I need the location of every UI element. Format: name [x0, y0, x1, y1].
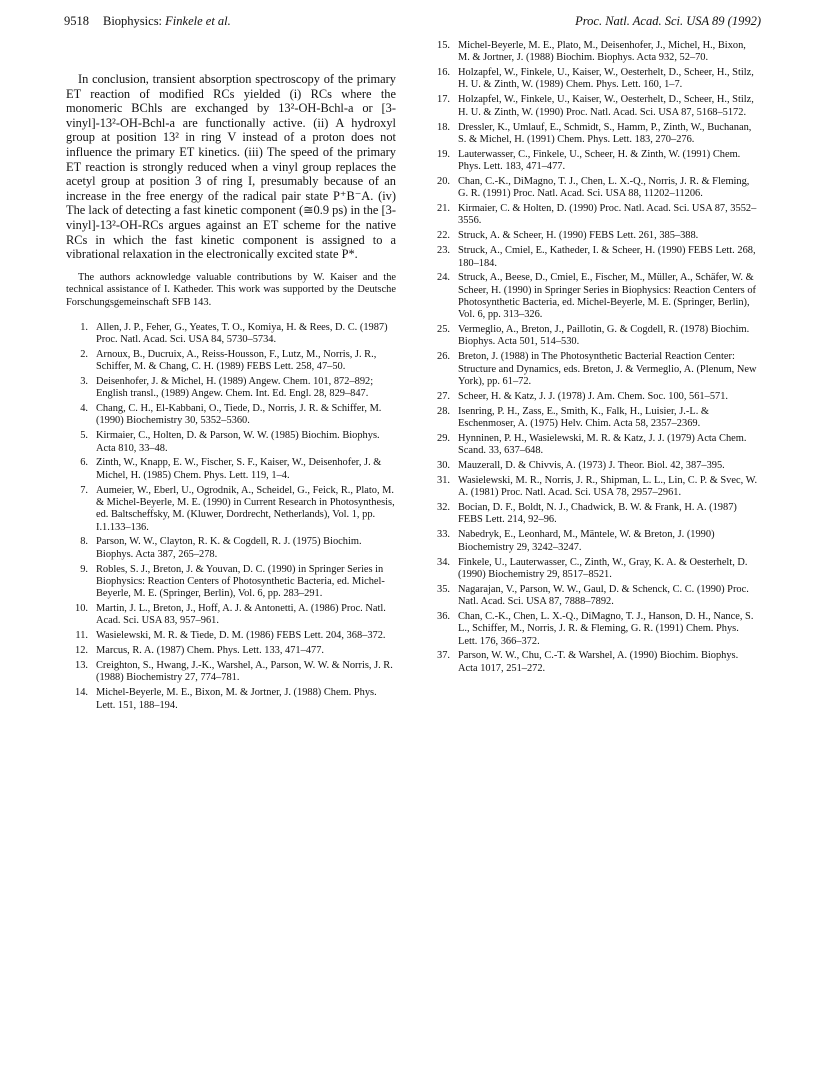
- reference-text: Vermeglio, A., Breton, J., Paillotin, G. & Cogdell, R. (1978) Biochim. Biophys. Acta 501, 514–530.: [458, 324, 750, 348]
- reference-item: [66, 603, 396, 628]
- reference-number: 9.: [80, 563, 88, 575]
- reference-text: Holzapfel, W., Finkele, U., Kaiser, W., Oesterhelt, D., Scheer, H., Stilz, H. U. & Zinth, W. (1990) Proc. Natl. Acad. Sci. USA 87, 5168–5172.: [458, 94, 754, 118]
- reference-item: [428, 176, 758, 201]
- reference-text: Aumeier, W., Eberl, U., Ogrodnik, A., Scheidel, G., Feick, R., Plato, M. & Michel-Beyerle, M. E. (1990) in Current Research in Photosynthesis, ed. Baltscheffsky, M. (Kluwer, Dordrecht, Netherlands), Vol. 1, pp. I.1.133–136.: [96, 484, 395, 533]
- reference-text: Wasielewski, M. R. & Tiede, D. M. (1986) FEBS Lett. 204, 368–372.: [96, 630, 386, 642]
- left-column: [66, 72, 396, 714]
- reference-number: 25.: [437, 324, 450, 336]
- reference-item: [428, 557, 758, 582]
- reference-item: [428, 149, 758, 174]
- reference-text: Breton, J. (1988) in The Photosynthetic Bacterial Reaction Center: Structure and Dynamics, eds. Breton, J. & Vermeglio, A. (Plenum, New York), pp. 61–72.: [458, 351, 757, 387]
- reference-number: 1.: [80, 321, 88, 333]
- reference-item: [66, 403, 396, 428]
- reference-number: 36.: [437, 610, 450, 622]
- reference-item: [428, 406, 758, 431]
- reference-number: 30.: [437, 460, 450, 472]
- reference-text: Robles, S. J., Breton, J. & Youvan, D. C. (1990) in Springer Series in Biophysics: Reaction Centers of Photosynthetic Bacteria, ed. Michel-Beyerle, M. E. (Springer, Berlin), Vol. 6, pp. 283–291.: [96, 563, 385, 600]
- page-number: 9518: [64, 14, 89, 28]
- reference-item: [428, 391, 758, 403]
- reference-item: [66, 485, 396, 534]
- reference-text: Kirmaier, C., Holten, D. & Parson, W. W. (1985) Biochim. Biophys. Acta 810, 33–48.: [96, 430, 380, 454]
- reference-item: [428, 611, 758, 648]
- reference-number: 18.: [437, 121, 450, 133]
- reference-text: Scheer, H. & Katz, J. J. (1978) J. Am. Chem. Soc. 100, 561–571.: [458, 390, 729, 402]
- reference-item: [428, 502, 758, 527]
- reference-number: 22.: [437, 230, 450, 242]
- reference-number: 8.: [80, 536, 88, 548]
- reference-text: Dressler, K., Umlauf, E., Schmidt, S., Hamm, P., Zinth, W., Buchanan, S. & Michel, H. (1991) Chem. Phys. Lett. 183, 270–276.: [458, 121, 752, 145]
- reference-number: 5.: [80, 430, 88, 442]
- reference-text: Nabedryk, E., Leonhard, M., Mäntele, W. & Breton, J. (1990) Biochemistry 29, 3242–3247.: [458, 529, 715, 553]
- page-header: [64, 14, 761, 32]
- reference-text: Allen, J. P., Feher, G., Yeates, T. O., Komiya, H. & Rees, D. C. (1987) Proc. Natl. Acad. Sci. USA 84, 5730–5734.: [96, 321, 388, 345]
- reference-number: 19.: [437, 148, 450, 160]
- reference-number: 17.: [437, 94, 450, 106]
- reference-item: [66, 687, 396, 712]
- reference-number: 29.: [437, 432, 450, 444]
- reference-text: Chan, C.-K., DiMagno, T. J., Chen, L. X.-Q., Norris, J. R. & Fleming, G. R. (1991) Proc. Natl. Acad. Sci. USA 88, 11202–11206.: [458, 175, 750, 200]
- reference-text: Struck, A., Cmiel, E., Katheder, I. & Scheer, H. (1990) FEBS Lett. 268, 180–184.: [458, 245, 756, 269]
- reference-number: 10.: [75, 603, 88, 615]
- reference-item: [428, 122, 758, 147]
- reference-item: [428, 324, 758, 349]
- reference-item: [66, 376, 396, 401]
- reference-number: 32.: [437, 502, 450, 514]
- reference-item: [428, 272, 758, 321]
- reference-number: 20.: [437, 175, 450, 187]
- reference-text: Parson, W. W., Chu, C.-T. & Warshel, A. (1990) Biochim. Biophys. Acta 1017, 251–272.: [458, 650, 739, 674]
- reference-text: Parson, W. W., Clayton, R. K. & Cogdell, R. J. (1975) Biochim. Biophys. Acta 387, 265–278.: [96, 536, 362, 560]
- reference-item: [428, 433, 758, 458]
- reference-item: [66, 322, 396, 347]
- reference-text: Struck, A. & Scheer, H. (1990) FEBS Lett. 261, 385–388.: [458, 230, 699, 242]
- reference-number: 31.: [437, 475, 450, 486]
- reference-text: Arnoux, B., Ducruix, A., Reiss-Housson, F., Lutz, M., Norris, J. R., Schiffer, M. & Chang, C. H. (1989) FEBS Lett. 258, 47–50.: [96, 348, 377, 372]
- reference-item: [66, 457, 396, 482]
- reference-text: Michel-Beyerle, M. E., Plato, M., Deisenhofer, J., Michel, H., Bixon, M. & Jortner, J. (1988) Biochim. Biophys. Acta 932, 52–70.: [458, 40, 746, 64]
- reference-number: 4.: [80, 403, 88, 415]
- reference-item: [428, 460, 758, 472]
- reference-number: 23.: [437, 245, 450, 257]
- running-head-left: [64, 14, 231, 29]
- reference-number: 16.: [437, 67, 450, 79]
- reference-number: 35.: [437, 583, 450, 595]
- reference-item: [428, 650, 758, 675]
- reference-number: 27.: [437, 390, 450, 402]
- reference-list-right: [428, 40, 758, 675]
- reference-text: Wasielewski, M. R., Norris, J. R., Shipman, L. L., Lin, C. P. & Svec, W. A. (1981) Proc. Natl. Acad. Sci. USA 78, 2957–2961.: [458, 475, 758, 499]
- reference-item: [428, 40, 758, 65]
- reference-text: Lauterwasser, C., Finkele, U., Scheer, H. & Zinth, W. (1991) Chem. Phys. Lett. 183, 471–477.: [458, 148, 741, 173]
- reference-text: Finkele, U., Lauterwasser, C., Zinth, W., Gray, K. A. & Oesterhelt, D. (1990) Biochemistry 29, 8517–8521.: [458, 556, 748, 580]
- reference-item: [66, 630, 396, 642]
- reference-text: Kirmaier, C. & Holten, D. (1990) Proc. Natl. Acad. Sci. USA 87, 3552–3556.: [458, 203, 757, 227]
- reference-item: [428, 67, 758, 92]
- conclusion-paragraph: In conclusion, transient absorption spectroscopy of the primary ET reaction of modified RCs yielded (i) RCs where the monomeric BChls are exchanged by 13²-OH-Bchl-a or [3-vinyl]-13²-OH-Bchl-a are functionally active. (ii) A hydroxyl group at position 13² in ring V instead of a proton does not influence the primary ET kinetics. (iii) The speed of the primary ET reaction is strongly reduced when a vinyl group replaces the acetyl group at position 3 of ring I, presumably because of an increase in the free energy of the radical pair state P⁺B⁻A. (iv) The lack of detecting a fast kinetic component (≅0.9 ps) in the [3-vinyl]-13²-OH-RCs argues against an ET scheme for the native RCs in which the fast kinetic component is assigned to a vibrational relaxation in the electronically excited state P*.: [66, 72, 396, 262]
- reference-item: [428, 475, 758, 500]
- reference-text: Hynninen, P. H., Wasielewski, M. R. & Katz, J. J. (1979) Acta Chem. Scand. 33, 637–648.: [458, 432, 747, 457]
- reference-item: [428, 245, 758, 270]
- right-column: [428, 40, 758, 678]
- reference-number: 24.: [437, 272, 450, 284]
- reference-number: 15.: [437, 40, 450, 51]
- reference-text: Mauzerall, D. & Chivvis, A. (1973) J. Theor. Biol. 42, 387–395.: [458, 460, 725, 472]
- reference-number: 12.: [75, 645, 88, 657]
- reference-text: Martin, J. L., Breton, J., Hoff, A. J. & Antonetti, A. (1986) Proc. Natl. Acad. Sci. USA 83, 957–961.: [96, 603, 386, 627]
- reference-number: 11.: [75, 630, 88, 642]
- reference-text: Nagarajan, V., Parson, W. W., Gaul, D. & Schenck, C. C. (1990) Proc. Natl. Acad. Sci. USA 87, 7888–7892.: [458, 583, 749, 608]
- reference-text: Isenring, P. H., Zass, E., Smith, K., Falk, H., Luisier, J.-L. & Eschenmoser, A. (1975) Helv. Chim. Acta 58, 2357–2369.: [458, 405, 709, 430]
- reference-number: 2.: [80, 348, 88, 360]
- section-label: Biophysics:: [103, 14, 166, 28]
- reference-text: Chan, C.-K., Chen, L. X.-Q., DiMagno, T. J., Hanson, D. H., Nance, S. L., Schiffer, M., Norris, J. R. & Fleming, G. R. (1991) Chem. Phys. Lett. 176, 366–372.: [458, 610, 754, 647]
- reference-item: [428, 351, 758, 388]
- journal-citation: Proc. Natl. Acad. Sci. USA 89 (1992): [575, 14, 761, 28]
- reference-item: [66, 645, 396, 657]
- reference-text: Creighton, S., Hwang, J.-K., Warshel, A., Parson, W. W. & Norris, J. R. (1988) Biochemistry 27, 774–781.: [96, 660, 393, 684]
- reference-number: 7.: [80, 484, 88, 496]
- reference-number: 6.: [80, 457, 88, 469]
- reference-number: 33.: [437, 529, 450, 541]
- reference-text: Zinth, W., Knapp, E. W., Fischer, S. F., Kaiser, W., Deisenhofer, J. & Michel, H. (1985) Chem. Phys. Lett. 119, 1–4.: [96, 457, 382, 481]
- reference-text: Michel-Beyerle, M. E., Bixon, M. & Jortner, J. (1988) Chem. Phys. Lett. 151, 188–194.: [96, 687, 377, 711]
- reference-item: [66, 660, 396, 685]
- reference-text: Bocian, D. F., Boldt, N. J., Chadwick, B. W. & Frank, H. A. (1987) FEBS Lett. 214, 92–96.: [458, 502, 737, 526]
- reference-number: 13.: [75, 660, 88, 672]
- running-authors: Finkele et al.: [165, 14, 231, 28]
- reference-number: 34.: [437, 556, 450, 568]
- reference-item: [66, 349, 396, 374]
- reference-text: Marcus, R. A. (1987) Chem. Phys. Lett. 133, 471–477.: [96, 645, 325, 657]
- reference-item: [428, 584, 758, 609]
- reference-number: 21.: [437, 203, 450, 215]
- reference-list-left: [66, 322, 396, 712]
- acknowledgment-paragraph: The authors acknowledge valuable contributions by W. Kaiser and the technical assistance of I. Katheder. This work was supported by the Deutsche Forschungsgemeinschaft SFB 143.: [66, 271, 396, 308]
- reference-number: 14.: [75, 687, 88, 699]
- reference-text: Deisenhofer, J. & Michel, H. (1989) Angew. Chem. 101, 872–892; English transl., (1989) Angew. Chem. Int. Ed. Engl. 28, 829–847.: [96, 375, 374, 400]
- reference-item: [66, 536, 396, 561]
- reference-item: [428, 94, 758, 119]
- reference-item: [66, 430, 396, 455]
- reference-text: Chang, C. H., El-Kabbani, O., Tiede, D., Norris, J. R. & Schiffer, M. (1990) Biochemistry 30, 5352–5360.: [96, 403, 382, 427]
- reference-number: 26.: [437, 351, 450, 363]
- reference-number: 37.: [437, 650, 450, 662]
- reference-text: Struck, A., Beese, D., Cmiel, E., Fischer, M., Müller, A., Schäfer, W. & Scheer, H. (1990) in Springer Series in Biophysics: Reaction Centers of Photosynthetic Bacteria, ed. Michel-Beyerle, M. E. (Springer, Berlin), Vol. 6, pp. 313–326.: [458, 272, 756, 321]
- reference-item: [66, 564, 396, 601]
- reference-text: Holzapfel, W., Finkele, U., Kaiser, W., Oesterhelt, D., Scheer, H., Stilz, H. U. & Zinth, W. (1989) Chem. Phys. Lett. 160, 1–7.: [458, 67, 754, 91]
- reference-number: 28.: [437, 405, 450, 417]
- reference-item: [428, 230, 758, 242]
- reference-number: 3.: [80, 375, 88, 387]
- reference-item: [428, 529, 758, 554]
- reference-item: [428, 203, 758, 228]
